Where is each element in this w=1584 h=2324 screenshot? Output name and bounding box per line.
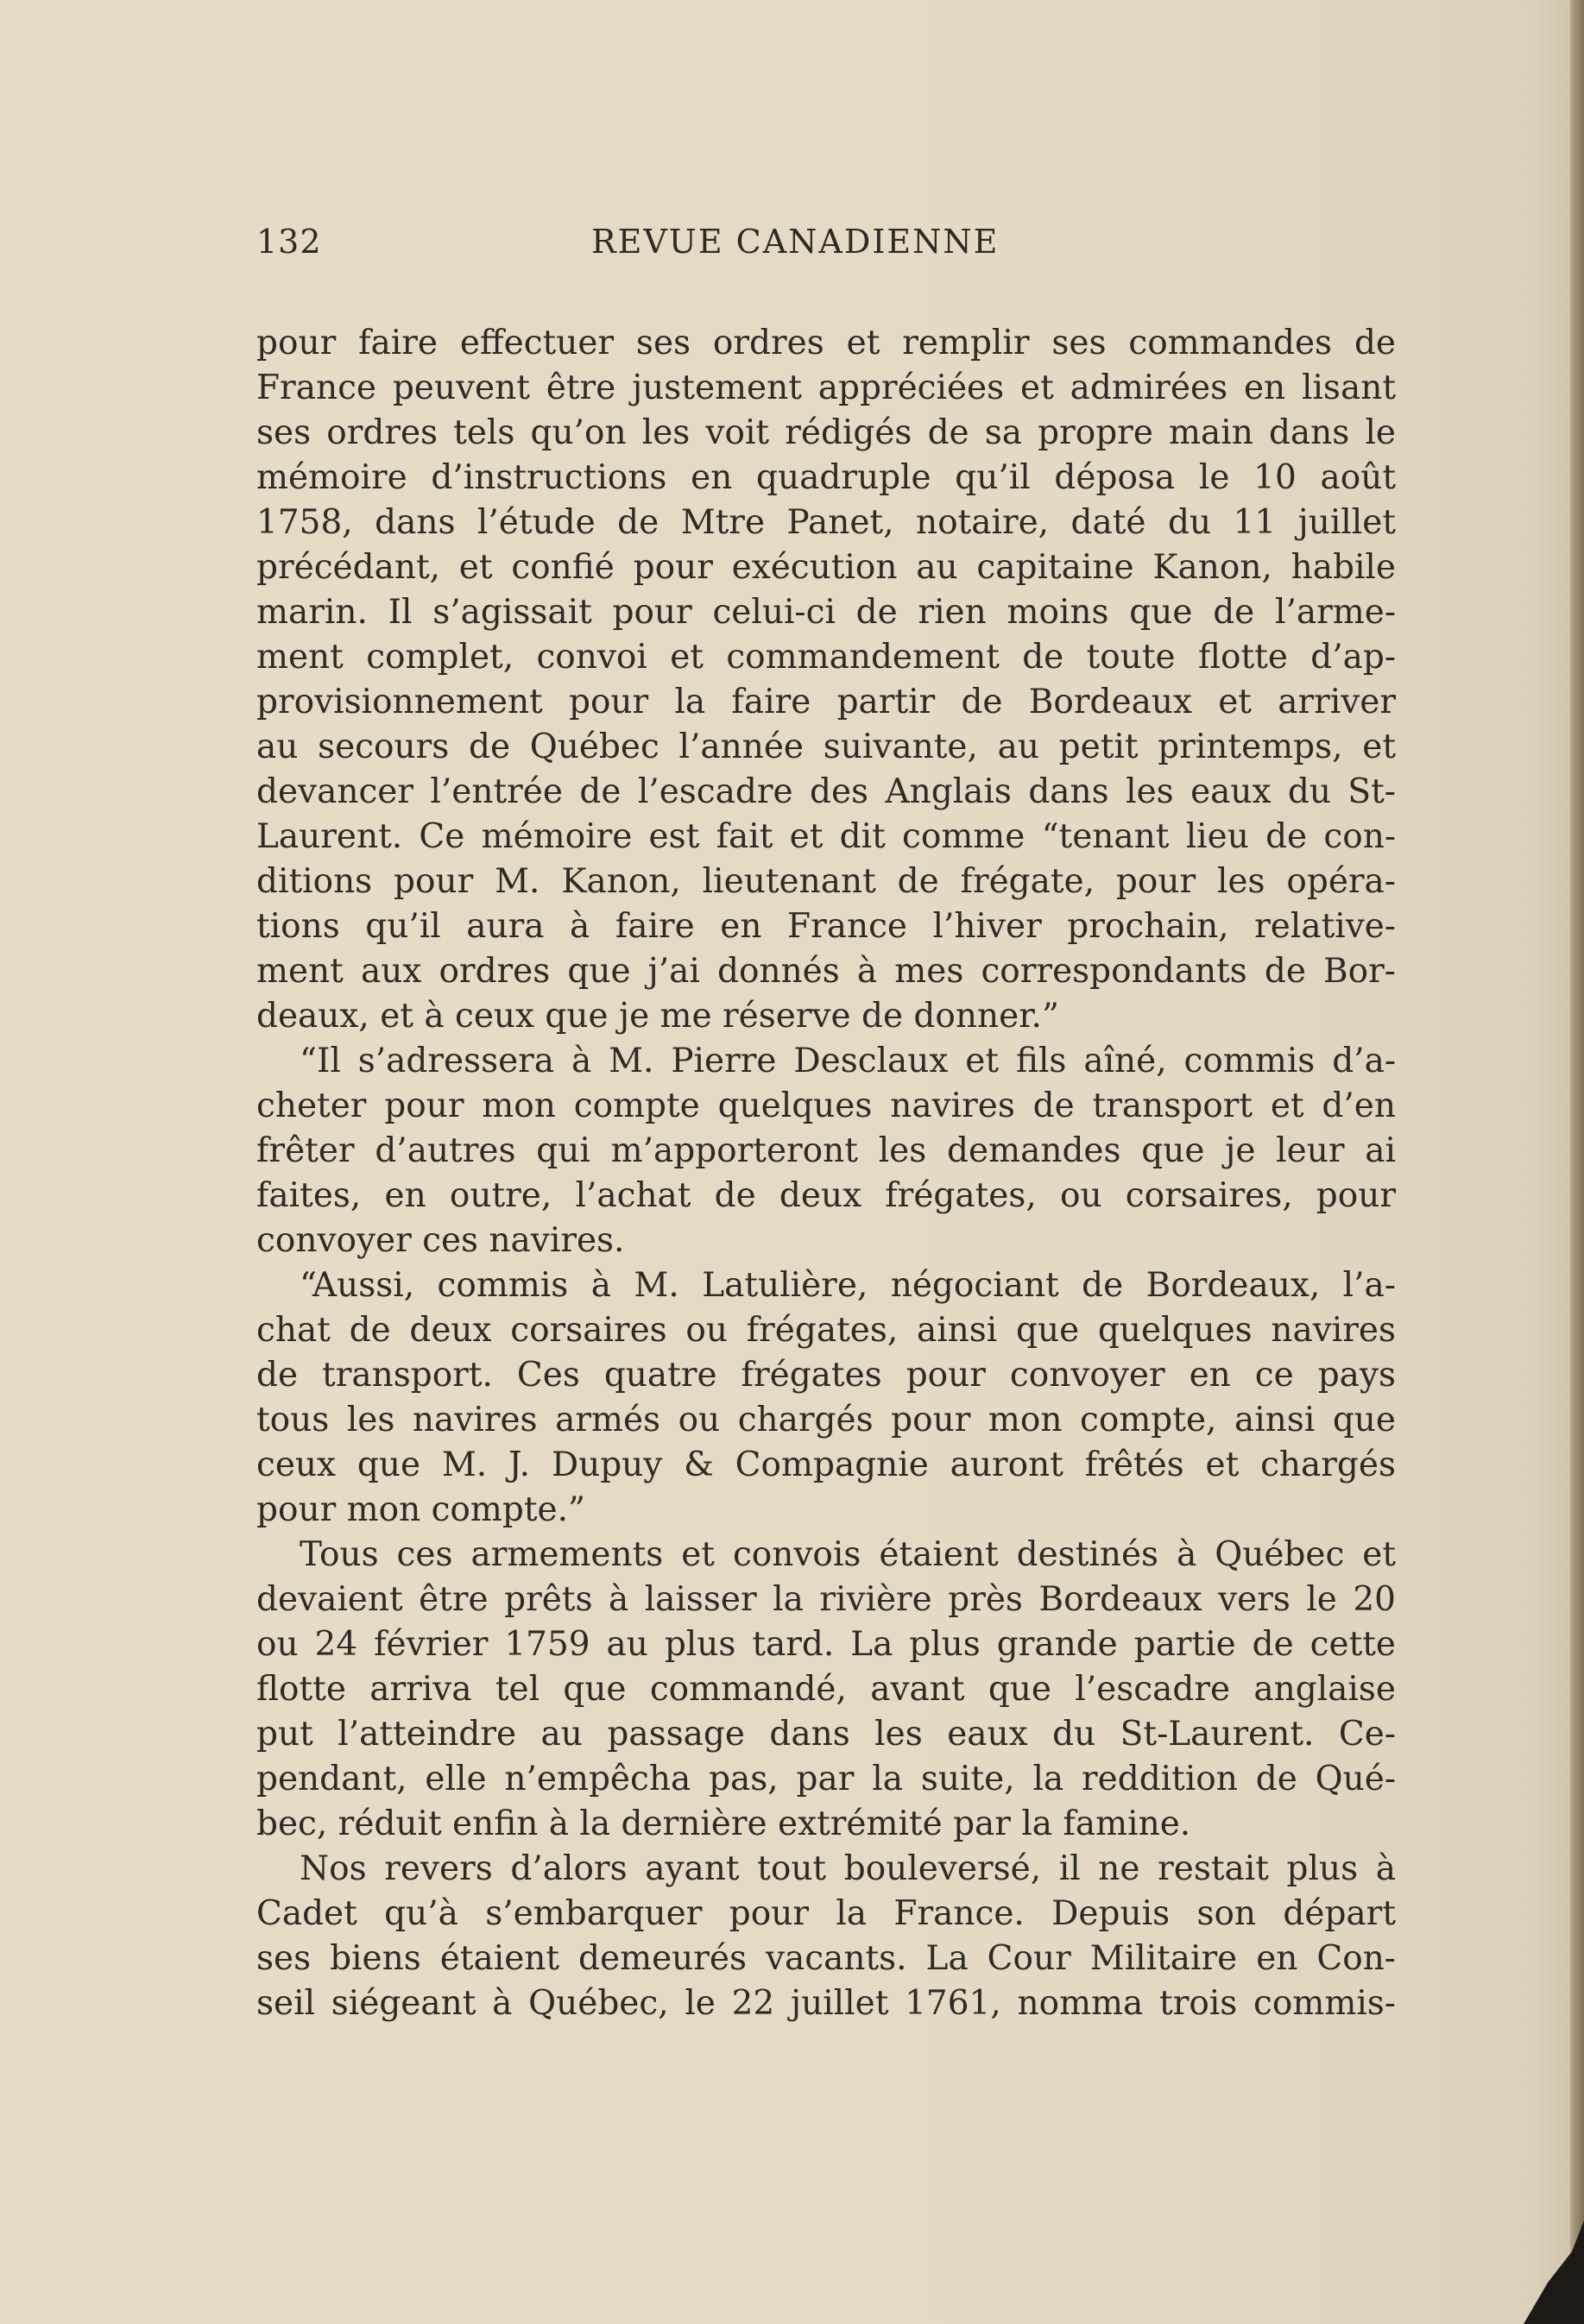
text-line: ment complet, convoi et commandement de toute flotte d’ap- — [256, 638, 1396, 677]
text-line: ceux que M. J. Dupuy & Compagnie auront frêtés et chargés — [256, 1445, 1396, 1484]
text-line: Tous ces armements et convois étaient destinés à Québec et — [300, 1535, 1396, 1574]
text-line: au secours de Québec l’année suivante, au petit printemps, et — [256, 727, 1396, 766]
text-line: marin. Il s’agissait pour celui-ci de rien moins que de l’arme- — [256, 593, 1396, 632]
text-line: seil siégeant à Québec, le 22 juillet 1761, nomma trois commis- — [256, 1984, 1396, 2023]
text-line: chat de deux corsaires ou frégates, ainsi que quelques navires — [256, 1311, 1396, 1350]
page-number: 132 — [256, 223, 322, 261]
text-line: frêter d’autres qui m’apporteront les demandes que je leur ai — [256, 1131, 1396, 1170]
running-header — [256, 223, 1392, 274]
text-line: devaient être prêts à laisser la rivière près Bordeaux vers le 20 — [256, 1580, 1396, 1619]
text-line: put l’atteindre au passage dans les eaux du St-Laurent. Ce- — [256, 1715, 1396, 1754]
text-line: précédant, et confié pour exécution au capitaine Kanon, habile — [256, 548, 1396, 587]
body-text — [256, 321, 1396, 2026]
text-line: tous les navires armés ou chargés pour mon compte, ainsi que — [256, 1401, 1396, 1439]
text-line: ditions pour M. Kanon, lieutenant de frégate, pour les opéra- — [256, 862, 1396, 901]
text-line: devancer l’entrée de l’escadre des Anglais dans les eaux du St- — [256, 772, 1396, 811]
text-line: tions qu’il aura à faire en France l’hiver prochain, relative- — [256, 907, 1396, 946]
text-line: pendant, elle n’empêcha pas, par la suite, la reddition de Qué- — [256, 1760, 1396, 1798]
text-line: pour faire effectuer ses ordres et remplir ses commandes de — [256, 324, 1396, 362]
text-line: Laurent. Ce mémoire est fait et dit comme “tenant lieu de con- — [256, 817, 1396, 856]
text-line: convoyer ces navires. — [256, 1221, 625, 1260]
text-line: deaux, et à ceux que je me réserve de donner.” — [256, 997, 1059, 1036]
text-line: “Il s’adressera à M. Pierre Desclaux et fils aîné, commis d’a- — [300, 1042, 1396, 1080]
text-line: France peuvent être justement appréciées et admirées en lisant — [256, 368, 1396, 407]
text-line: 1758, dans l’étude de Mtre Panet, notaire, daté du 11 juillet — [256, 503, 1396, 542]
text-line: ses biens étaient demeurés vacants. La Cour Militaire en Con- — [256, 1939, 1396, 1978]
text-line: provisionnement pour la faire partir de Bordeaux et arriver — [256, 683, 1396, 721]
text-line: ses ordres tels qu’on les voit rédigés de sa propre main dans le — [256, 413, 1396, 452]
text-line: Cadet qu’à s’embarquer pour la France. Depuis son départ — [256, 1894, 1396, 1933]
page-edge — [1570, 0, 1584, 2324]
text-line: “Aussi, commis à M. Latulière, négociant de Bordeaux, l’a- — [300, 1266, 1396, 1305]
text-line: mémoire d’instructions en quadruple qu’il déposa le 10 août — [256, 458, 1396, 497]
text-line: ou 24 février 1759 au plus tard. La plus grande partie de cette — [256, 1625, 1396, 1664]
text-line: flotte arriva tel que commandé, avant que l’escadre anglaise — [256, 1670, 1396, 1709]
text-line: de transport. Ces quatre frégates pour convoyer en ce pays — [256, 1356, 1396, 1395]
running-title: REVUE CANADIENNE — [591, 223, 1000, 261]
text-line: ment aux ordres que j’ai donnés à mes correspondants de Bor- — [256, 952, 1396, 991]
text-line: bec, réduit enfin à la dernière extrémité par la famine. — [256, 1804, 1191, 1843]
text-line: pour mon compte.” — [256, 1490, 585, 1529]
text-line: Nos revers d’alors ayant tout bouleversé, il ne restait plus à — [300, 1849, 1396, 1888]
text-line: faites, en outre, l’achat de deux frégates, ou corsaires, pour — [256, 1176, 1396, 1215]
text-line: cheter pour mon compte quelques navires de transport et d’en — [256, 1086, 1396, 1125]
